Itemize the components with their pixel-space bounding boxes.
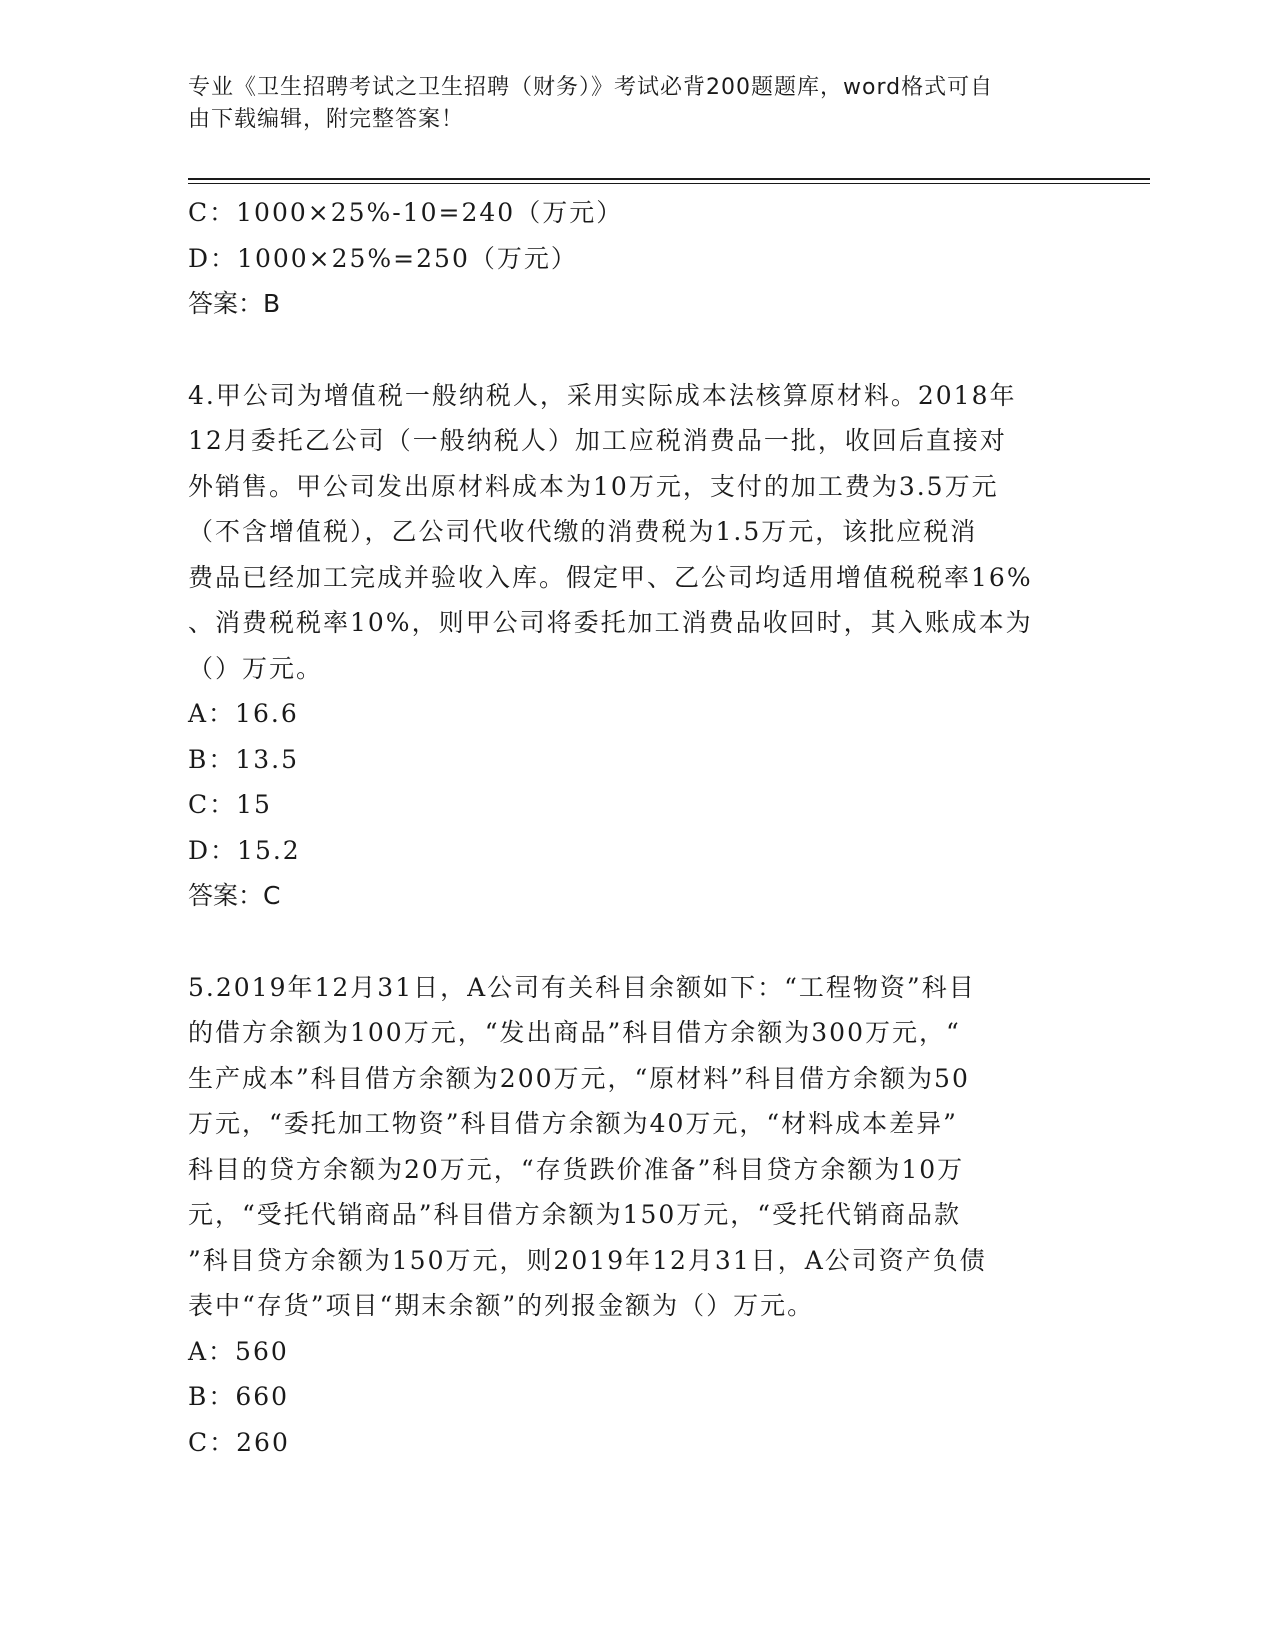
page-header <box>188 72 1068 136</box>
question-text-line: 4.甲公司为增值税一般纳税人，采用实际成本法核算原材料。2018年 <box>188 380 1017 410</box>
question-text-line: 生产成本”科目借方余额为200万元，“原材料”科目借方余额为50 <box>188 1063 970 1093</box>
question-text-line: 万元，“委托加工物资”科目借方余额为40万元，“材料成本差异” <box>188 1109 958 1138</box>
header-divider-thin <box>188 183 1150 184</box>
question-text-line: 科目的贷方余额为20万元，“存货跌价准备”科目贷方余额为10万 <box>188 1154 965 1184</box>
option-b: B：13.5 <box>188 744 300 774</box>
question-text-line: 、消费税税率10%，则甲公司将委托加工消费品收回时，其入账成本为 <box>188 608 1033 637</box>
answer-line: 答案：C <box>188 881 281 910</box>
question-text-line: 5.2019年12月31日，A公司有关科目余额如下：“工程物资”科目 <box>188 972 976 1002</box>
option-c: C：1000×25%-10=240（万元） <box>188 198 624 227</box>
option-a: A：560 <box>188 1336 289 1366</box>
question-text-line: 12月委托乙公司（一般纳税人）加工应税消费品一批，收回后直接对 <box>188 426 1007 455</box>
document-body <box>188 190 1088 1465</box>
question-text-line: 费品已经加工完成并验收入库。假定甲、乙公司均适用增值税税率16% <box>188 562 1033 592</box>
header-divider-thick <box>188 178 1150 180</box>
question-4 <box>188 373 1088 919</box>
answer-line: 答案：B <box>188 289 281 318</box>
header-line-1: 专业《卫生招聘考试之卫生招聘（财务）》考试必背200题题库，word格式可自 <box>188 75 994 100</box>
option-d: D：15.2 <box>188 835 301 865</box>
spacer <box>188 327 1088 373</box>
question-5 <box>188 965 1088 1466</box>
question-text-line: ”科目贷方余额为150万元，则2019年12月31日，A公司资产负债 <box>188 1245 987 1275</box>
header-line-2: 由下载编辑，附完整答案！ <box>188 107 465 132</box>
question-text-line: （）万元。 <box>188 653 324 683</box>
question-text-line: 表中“存货”项目“期末余额”的列报金额为（）万元。 <box>188 1291 815 1320</box>
option-d: D：1000×25%=250（万元） <box>188 243 578 273</box>
question-text-line: （不含增值税），乙公司代收代缴的消费税为1.5万元，该批应税消 <box>188 517 978 546</box>
question-3-tail <box>188 190 1088 327</box>
spacer <box>188 919 1088 965</box>
option-c: C：260 <box>188 1427 290 1457</box>
question-text-line: 的借方余额为100万元，“发出商品”科目借方余额为300万元，“ <box>188 1018 961 1047</box>
option-b: B：660 <box>188 1382 290 1411</box>
option-a: A：16.6 <box>188 699 299 728</box>
question-text-line: 元，“受托代销商品”科目借方余额为150万元，“受托代销商品款 <box>188 1200 962 1229</box>
option-c: C：15 <box>188 790 272 819</box>
question-text-line: 外销售。甲公司发出原材料成本为10万元，支付的加工费为3.5万元 <box>188 471 999 501</box>
